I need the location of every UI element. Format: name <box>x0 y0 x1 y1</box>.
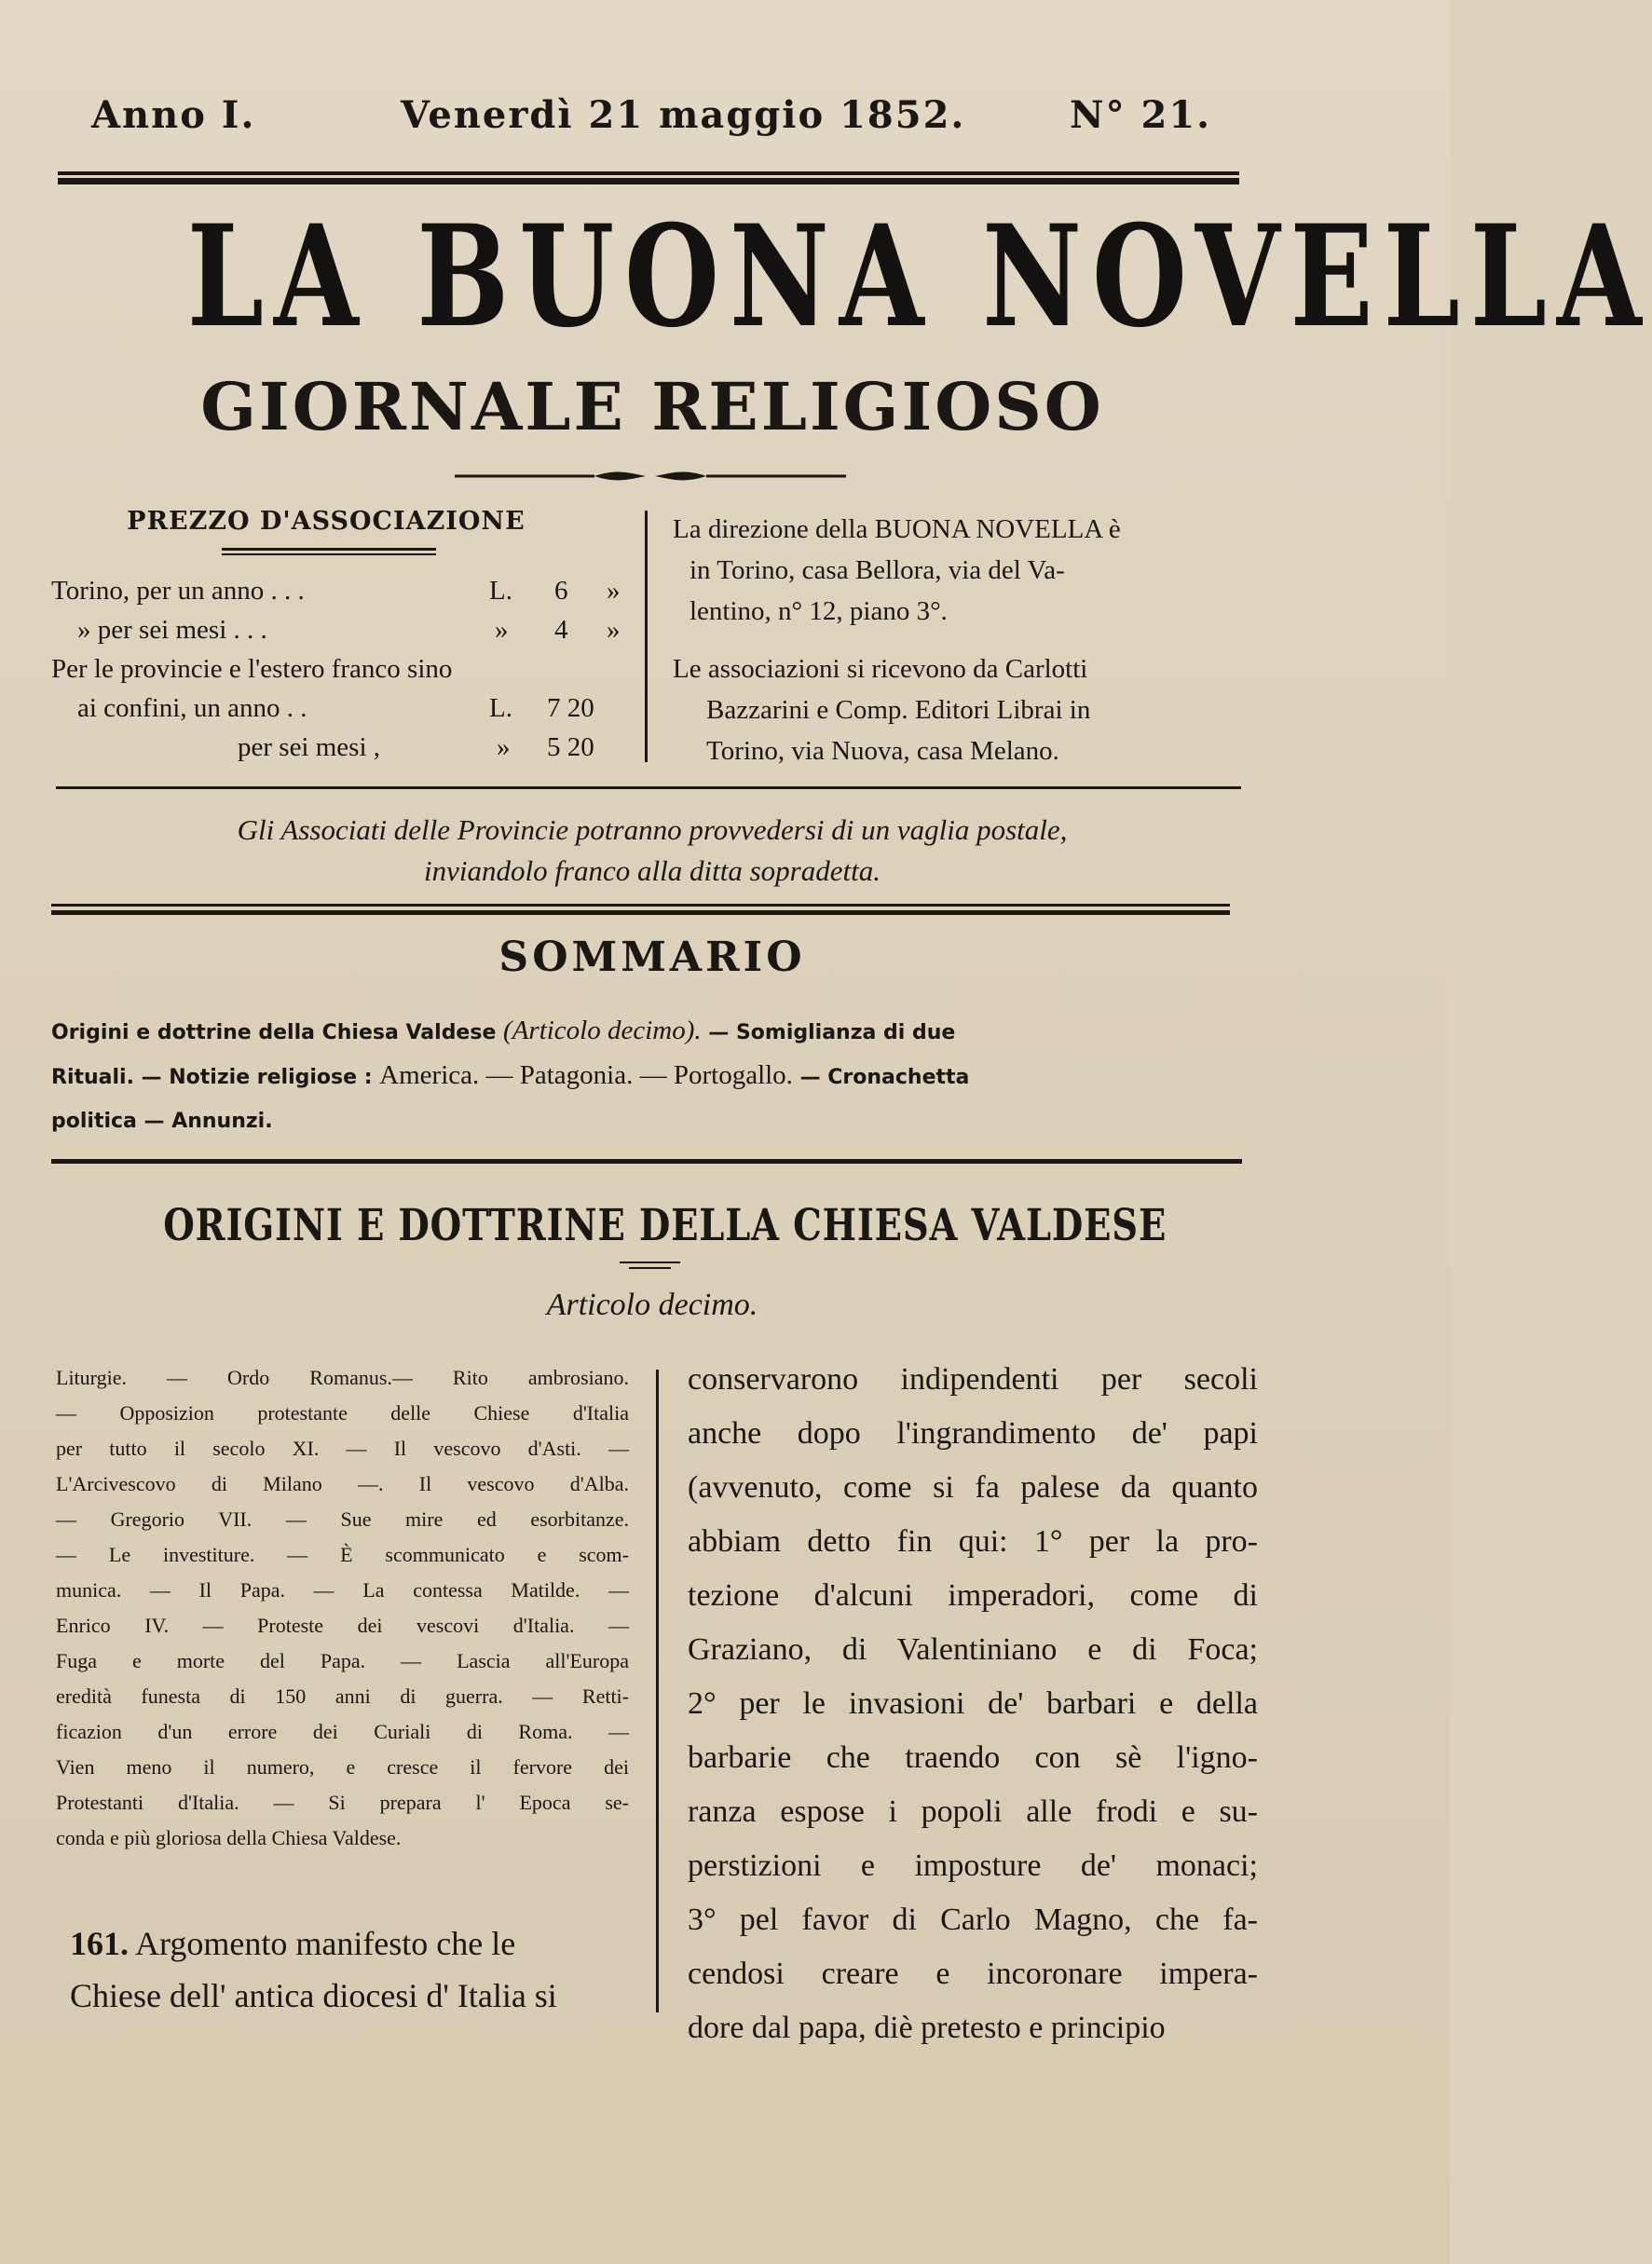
top-rule-thick <box>58 178 1239 184</box>
article-title: ORIGINI E DOTTRINE DELLA CHIESA VALDESE <box>163 1200 1167 1251</box>
direction-line: La direzione della BUONA NOVELLA è <box>673 514 1121 544</box>
sommario-line: politica — Annunzi. <box>51 1110 273 1133</box>
issue-number: N° 21. <box>1070 93 1212 137</box>
body-line: Graziano, di Valentiniano e di Foca; <box>688 1632 1258 1667</box>
notice-rule <box>51 904 1230 907</box>
summary-line: Enrico IV. — Proteste dei vescovi d'Italia. — <box>56 1614 629 1637</box>
direction-line: Bazzarini e Comp. Editori Librai in <box>706 695 1091 725</box>
price-row: per sei mesi , » 5 20 <box>238 732 594 762</box>
summary-line: — Gregorio VII. — Sue mire ed esorbitanze. <box>56 1507 629 1531</box>
body-line: abbiam detto fin qui: 1° per la pro- <box>688 1524 1258 1559</box>
body-line: conservarono indipendenti per secoli <box>688 1362 1258 1397</box>
masthead-title: LA BUONA NOVELLA <box>186 195 1652 359</box>
title-ornament <box>620 1262 680 1263</box>
summary-line: ficazion d'un errore dei Curiali di Roma. — <box>56 1720 629 1743</box>
body-line: 2° per le invasioni de' barbari e della <box>688 1686 1258 1721</box>
notice-line: inviandolo franco alla ditta sopradetta. <box>424 854 881 887</box>
body-line: anche dopo l'ingrandimento de' papi <box>688 1416 1258 1451</box>
summary-line: Fuga e morte del Papa. — Lascia all'Europa <box>56 1649 629 1672</box>
body-line: perstizioni e imposture de' monaci; <box>688 1848 1258 1883</box>
direction-line: in Torino, casa Bellora, via del Va- <box>689 555 1065 585</box>
summary-line: Liturgie. — Ordo Romanus.— Rito ambrosiano. <box>56 1366 629 1389</box>
section-rule <box>56 786 1241 789</box>
summary-line: Protestanti d'Italia. — Si prepara l' Epoca se- <box>56 1791 629 1814</box>
issue-year: Anno I. <box>91 93 256 137</box>
masthead-subtitle: GIORNALE RELIGIOSO <box>200 368 1104 445</box>
sommario-line: Rituali. — Notizie religiose : America. — Patagonia. — Portogallo. — Cronachetta <box>51 1060 970 1090</box>
notice-line: Gli Associati delle Provincie potranno provvedersi di un vaglia postale, <box>237 813 1068 846</box>
body-line: 3° pel favor di Carlo Magno, che fa- <box>688 1903 1258 1937</box>
summary-line: conda e più gloriosa della Chiesa Valdese. <box>56 1826 402 1849</box>
body-line: ranza espose i popoli alle frodi e su- <box>688 1794 1258 1829</box>
summary-line: eredità funesta di 150 anni di guerra. — Retti- <box>56 1684 629 1708</box>
body-line: cendosi creare e incoronare impera- <box>688 1957 1258 1991</box>
body-line: tezione d'alcuni imperadori, come di <box>688 1578 1258 1613</box>
direction-line: Le associazioni si ricevono da Carlotti <box>673 654 1088 684</box>
body-line: barbarie che traendo con sè l'igno- <box>688 1740 1258 1775</box>
summary-line: — Le investiture. — È scommunicato e scom- <box>56 1543 629 1566</box>
paragraph-number: 161. <box>70 1925 129 1962</box>
body-line: dore dal papa, diè pretesto e principio <box>688 2011 1166 2045</box>
ornament-divider <box>455 462 846 490</box>
issue-date: Venerdì 21 maggio 1852. <box>401 93 966 137</box>
summary-line: — Opposizion protestante delle Chiese d'Italia <box>56 1401 629 1425</box>
direction-line: Torino, via Nuova, casa Melano. <box>706 736 1059 766</box>
body-line: (avvenuto, come si fa palese da quanto <box>688 1470 1258 1505</box>
direction-line: lentino, n° 12, piano 3°. <box>689 596 948 626</box>
subscription-title: PREZZO D'ASSOCIAZIONE <box>127 507 526 536</box>
notice-rule-thick <box>51 910 1230 915</box>
price-row: » per sei mesi . . . » 4 » <box>77 615 621 645</box>
summary-line: L'Arcivescovo di Milano —. Il vescovo d'Alba. <box>56 1472 629 1495</box>
body-paragraph-start: 161. Argomento manifesto che le <box>70 1925 516 1962</box>
body-line: Chiese dell' antica diocesi d' Italia si <box>70 1977 557 2014</box>
summary-line: munica. — Il Papa. — La contessa Matilde. — <box>56 1578 629 1602</box>
sommario-rule <box>51 1159 1242 1164</box>
article-subtitle: Articolo decimo. <box>546 1288 758 1322</box>
price-row: ai confini, un anno . . L. 7 20 <box>77 693 594 723</box>
column-divider-top <box>645 511 648 762</box>
top-rule <box>58 171 1239 175</box>
price-row: Torino, per un anno . . . L. 6 » <box>51 576 621 606</box>
title-ornament-2 <box>629 1267 671 1269</box>
summary-line: per tutto il secolo XI. — Il vescovo d'Asti. — <box>56 1437 629 1460</box>
subscription-title-rule <box>222 548 436 551</box>
summary-line: Vien meno il numero, e cresce il fervore dei <box>56 1755 629 1779</box>
sommario-title: SOMMARIO <box>498 934 806 981</box>
subscription-title-rule-2 <box>222 553 436 555</box>
column-divider <box>656 1370 659 2012</box>
price-row: Per le provincie e l'estero franco sino <box>51 654 453 684</box>
sommario-line: Origini e dottrine della Chiesa Valdese (Articolo decimo). — Somiglianza di due <box>51 1016 956 1045</box>
